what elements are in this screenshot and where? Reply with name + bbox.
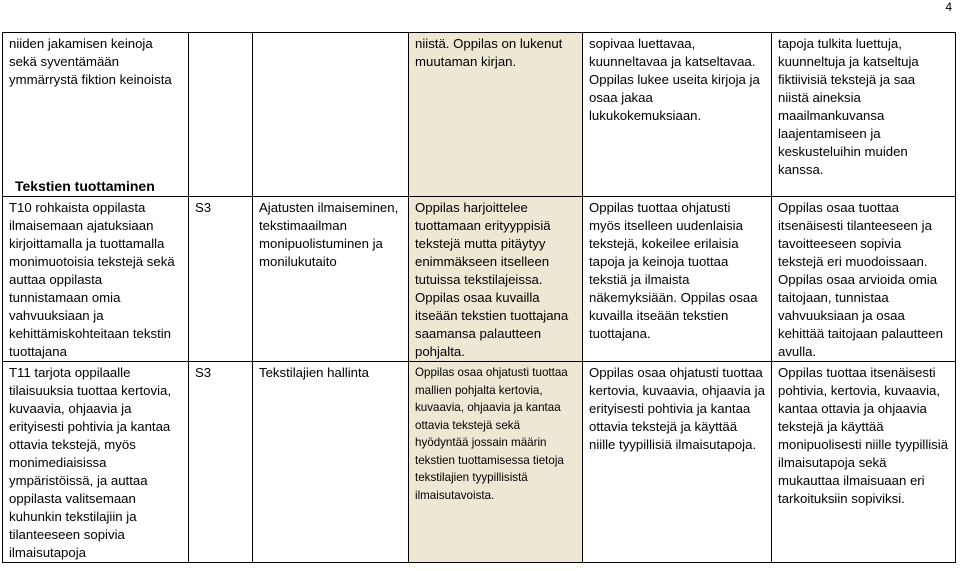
grade-cell-b	[583, 33, 772, 197]
grade-cell-a	[409, 197, 583, 362]
table-row	[3, 362, 956, 563]
page-number: 4	[945, 0, 952, 14]
table-row	[3, 197, 956, 362]
content-area-code: S3	[195, 365, 212, 380]
objective-cell	[3, 33, 189, 197]
target-cell	[253, 197, 409, 362]
grade-a-text: niistä. Oppilas on lukenut muutaman kirjan.	[415, 36, 563, 69]
grade-cell-a	[409, 33, 583, 197]
grade-b-text: Oppilas tuottaa ohjatusti myös itselleen uudenlaisia tekstejä, kokeilee erilaisia tapoja ja keinoja tuottaa tekstiä ja ilmaista näkemyksiään. Oppilas osaa kuvailla itseään tekstien tuottajana.	[589, 200, 758, 341]
grade-cell-b	[583, 362, 772, 563]
grade-c-text: Oppilas osaa tuottaa itsenäisesti tilanteeseen ja tavoitteeseen sopivia tekstejä eri muodoissaan. Oppilas osaa arvioida omia taitojaan, tunnistaa vahvuuksiaan ja osaa kehittää taitojaan palautteen avulla.	[778, 200, 943, 359]
grade-a-text: Oppilas osaa ohjatusti tuottaa mallien pohjalta kertovia, kuvaavia, ohjaavia ja kantaa ottavia tekstejä sekä hyödyntää jossain määrin tekstien tuottamisessa tietoja tekstilajien tyypillisistä ilmaisutavoista.	[415, 366, 568, 502]
objective-cell	[3, 197, 189, 362]
grade-cell-c	[772, 362, 956, 563]
section-heading: Tekstien tuottaminen	[15, 178, 155, 194]
grade-b-text: sopivaa luettavaa, kuunneltavaa ja katseltavaa. Oppilas lukee useita kirjoja ja osaa jakaa lukukokemuksiaan.	[589, 36, 760, 123]
area-cell	[189, 197, 253, 362]
grade-cell-a	[409, 362, 583, 563]
assessment-target: Ajatusten ilmaiseminen, tekstimaailman monipuolistuminen ja monilukutaito	[259, 200, 399, 269]
assessment-table	[2, 32, 956, 563]
objective-text: T11 tarjota oppilaalle tilaisuuksia tuottaa kertovia, kuvaavia, ohjaavia ja erityisesti pohtivia ja kantaa ottavia tekstejä, myös monimediaisissa ympäristöissä, ja auttaa oppilasta valitsemaan kuhunkin tekstilajiin ja tilanteeseen sopivia ilmaisutapoja	[9, 365, 171, 560]
objective-continued: niiden jakamisen keinoja sekä syventämään ymmärrystä fiktion keinoista	[9, 36, 172, 87]
grade-cell-c	[772, 33, 956, 197]
table-row	[3, 33, 956, 197]
area-cell	[189, 362, 253, 563]
grade-c-text: Oppilas tuottaa itsenäisesti pohtivia, kertovia, kuvaavia, kantaa ottavia ja ohjaavia tekstejä ja käyttää monipuolisesti niille tyypillisiä ilmaisutapoja sekä mukauttaa ilmaisuaan eri tarkoituksiin sopiviksi.	[778, 365, 949, 506]
assessment-target: Tekstilajien hallinta	[259, 365, 369, 380]
grade-cell-b	[583, 197, 772, 362]
target-cell	[253, 33, 409, 197]
grade-a-text: Oppilas harjoittelee tuottamaan erityyppisiä tekstejä mutta pitäytyy enimmäkseen itselleen tutuissa tekstilajeissa. Oppilas osaa kuvailla itseään tekstien tuottajana saamansa palautteen pohjalta.	[415, 200, 569, 359]
area-cell	[189, 33, 253, 197]
objective-text: T10 rohkaista oppilasta ilmaisemaan ajatuksiaan kirjoittamalla ja tuottamalla monimuotoisia tekstejä sekä auttaa oppilasta tunnistamaan omia vahvuuksiaan ja kehittämiskohteitaan tekstin tuottajana	[9, 200, 175, 359]
grade-c-text: tapoja tulkita luettuja, kuunneltuja ja katseltuja fiktiivisiä tekstejä ja saa niistä aineksia maailmankuvansa laajentamiseen ja keskusteluihin muiden kanssa.	[778, 36, 919, 177]
content-area-code: S3	[195, 200, 212, 215]
grade-cell-c	[772, 197, 956, 362]
grade-b-text: Oppilas osaa ohjatusti tuottaa kertovia, kuvaavia, ohjaavia ja erityisesti pohtivia ja kantaa ottavia tekstejä ja käyttää niille tyypillisiä ilmaisutapoja.	[589, 365, 765, 452]
objective-cell	[3, 362, 189, 563]
target-cell	[253, 362, 409, 563]
